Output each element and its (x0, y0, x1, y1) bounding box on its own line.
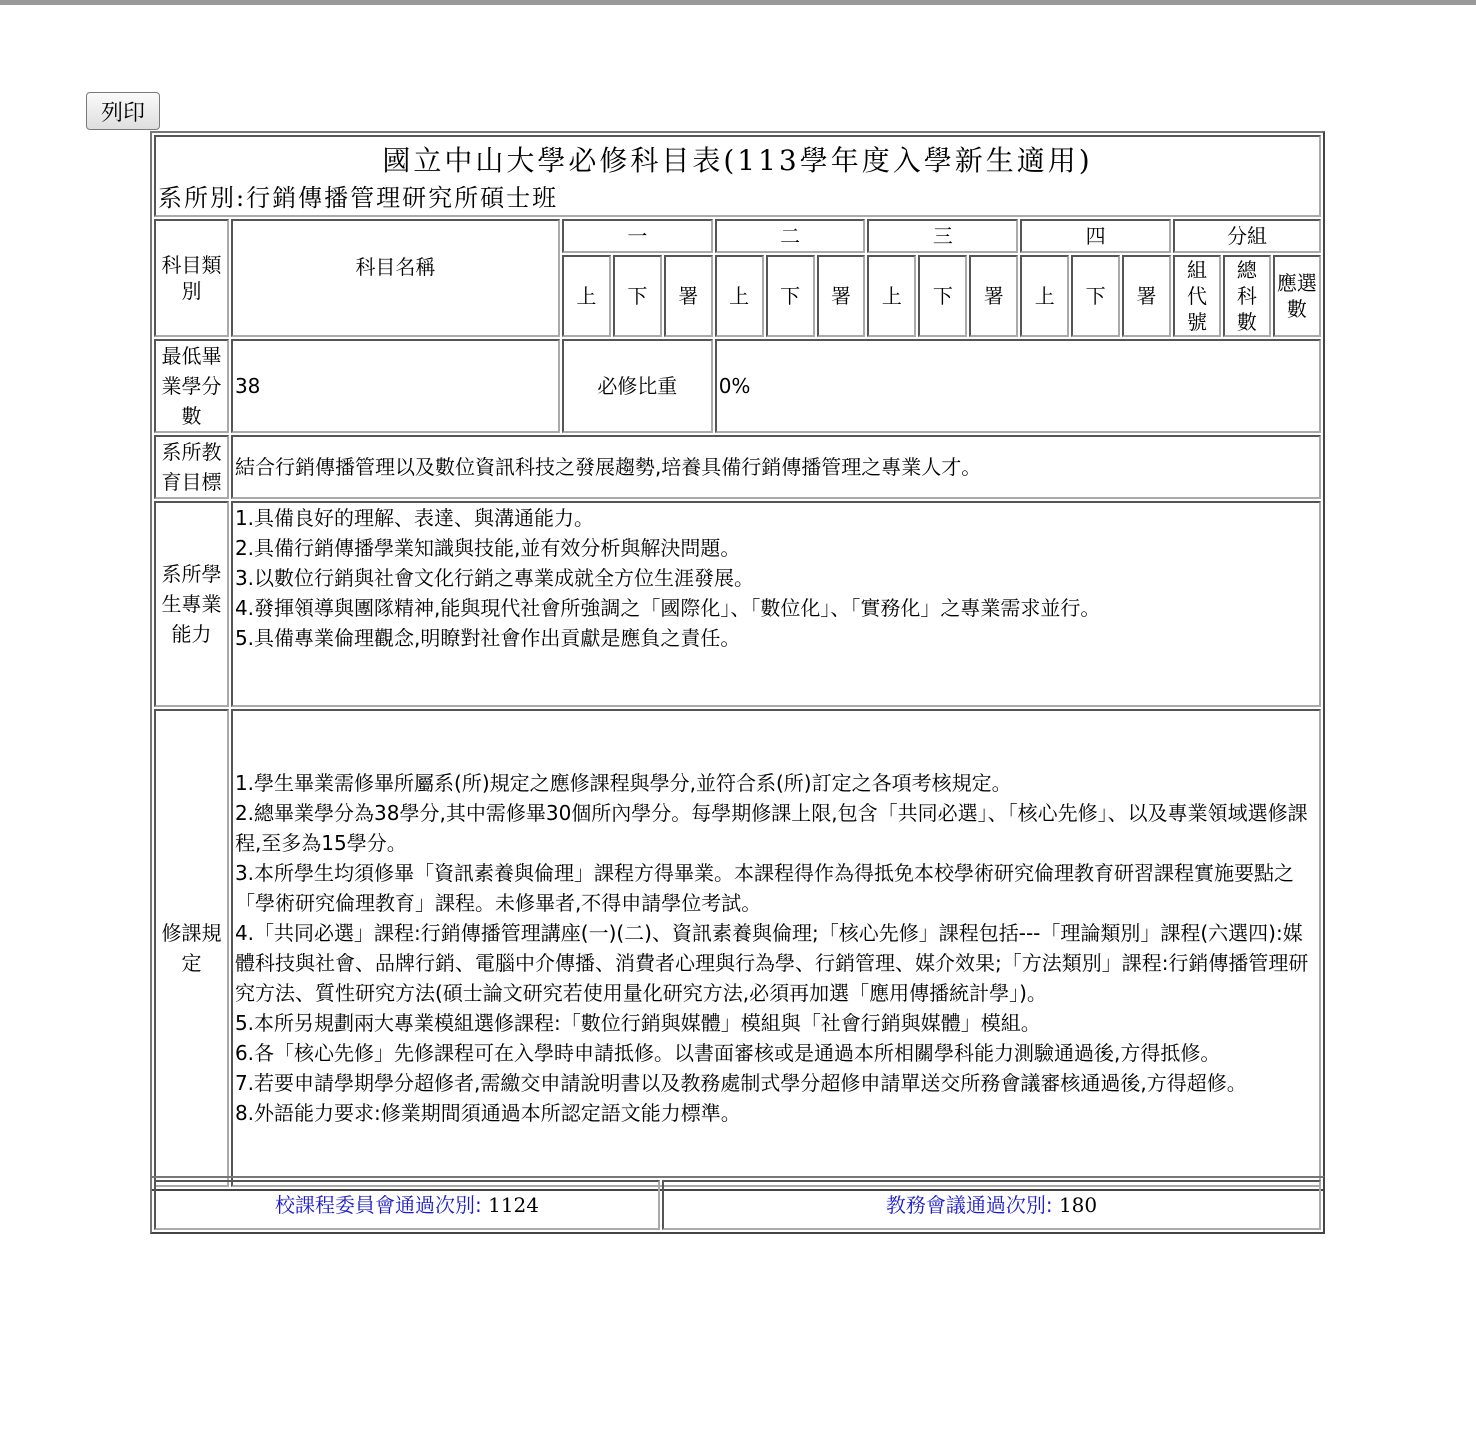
committee-approval-value: 1124 (488, 1193, 539, 1217)
required-ratio-value: 0% (715, 339, 1321, 433)
rule-item: 6.各「核心先修」先修課程可在入學時申請抵修。以書面審核或是通過本所相關學科能力測驗通過後,方得抵修。 (234, 1041, 1221, 1065)
competency-item: 2.具備行銷傳播學業知識與技能,並有效分析與解決問題。 (234, 536, 741, 560)
committee-approval-label: 校課程委員會通過次別: (274, 1193, 482, 1217)
page-title: 國立中山大學必修科目表(113學年度入學新生適用) (382, 144, 1093, 177)
committee-approval (154, 1180, 660, 1230)
year-2-header: 二 (715, 219, 866, 253)
competency-item: 5.具備專業倫理觀念,明瞭對社會作出貢獻是應負之責任。 (234, 626, 741, 650)
curriculum-table (150, 131, 1325, 1191)
course-name-header: 科目名稱 (231, 219, 560, 337)
competency-item: 4.發揮領導與團隊精神,能與現代社會所強調之「國際化」、「數位化」、「實務化」之專業需求並行。 (234, 596, 1101, 620)
term-header: 署 (817, 255, 866, 337)
category-header: 科目類別 (154, 219, 229, 337)
group-code-header: 組代號 (1173, 255, 1221, 337)
education-goal-label: 系所教育目標 (154, 435, 229, 499)
year-4-header: 四 (1020, 219, 1171, 253)
rule-item: 1.學生畢業需修畢所屬系(所)規定之應修課程與學分,並符合系(所)訂定之各項考核規定。 (234, 771, 1012, 795)
term-header: 署 (1122, 255, 1171, 337)
academic-approval-label: 教務會議通過次別: (885, 1193, 1053, 1217)
term-header: 署 (664, 255, 713, 337)
academic-approval-value: 180 (1058, 1193, 1098, 1217)
rule-item: 5.本所另規劃兩大專業模組選修課程:「數位行銷與媒體」模組與「社會行銷與媒體」模組。 (234, 1011, 1041, 1035)
term-header: 下 (613, 255, 662, 337)
table-header (154, 135, 1321, 217)
rule-item: 2.總畢業學分為38學分,其中需修畢30個所內學分。每學期修課上限,包含「共同必選」、「核心先修」、以及專業領域選修課程,至多為15學分。 (234, 801, 1308, 855)
min-credits-value: 38 (231, 339, 560, 433)
education-goal-text: 結合行銷傳播管理以及數位資訊科技之發展趨勢,培養具備行銷傳播管理之專業人才。 (231, 435, 1321, 499)
competency-item: 1.具備良好的理解、表達、與溝通能力。 (234, 506, 595, 530)
term-header: 下 (918, 255, 967, 337)
window-top-border (0, 0, 1476, 5)
rule-item: 7.若要申請學期學分超修者,需繳交申請說明書以及教務處制式學分超修申請單送交所務會議審核通過後,方得超修。 (234, 1071, 1247, 1095)
rule-item: 3.本所學生均須修畢「資訊素養與倫理」課程方得畢業。本課程得作為得抵免本校學術研究倫理教育研習課程實施要點之「學術研究倫理教育」課程。未修畢者,不得申請學位考試。 (234, 861, 1295, 915)
required-ratio-label: 必修比重 (562, 339, 713, 433)
term-header: 上 (715, 255, 764, 337)
total-courses-header: 總科數 (1223, 255, 1271, 337)
term-header: 上 (562, 255, 611, 337)
rule-item: 4.「共同必選」課程:行銷傳播管理講座(一)(二)、資訊素養與倫理;「核心先修」課程包括---「理論類別」課程(六選四):媒體科技與社會、品牌行銷、電腦中介傳播、消費者心理與行為學、行銷管理、媒介效果;「方法類別」課程:行銷傳播管理研究方法、質性研究方法(碩士論文研究若使用量化研究方法,必須再加選「應用傳播統計學」)。 (234, 921, 1309, 1005)
approval-footer (150, 1176, 1325, 1234)
term-header: 上 (1020, 255, 1069, 337)
group-header: 分組 (1173, 219, 1321, 253)
term-header: 上 (867, 255, 916, 337)
term-header: 署 (969, 255, 1018, 337)
term-header: 下 (766, 255, 815, 337)
min-credits-label: 最低畢業學分數 (154, 339, 229, 433)
rules-label: 修課規定 (154, 709, 229, 1187)
required-choices-header: 應選數 (1273, 255, 1321, 337)
year-1-header: 一 (562, 219, 713, 253)
term-header: 下 (1071, 255, 1120, 337)
rule-item: 8.外語能力要求:修業期間須通過本所認定語文能力標準。 (234, 1101, 741, 1125)
print-button[interactable]: 列印 (86, 92, 160, 130)
competencies-list (231, 501, 1321, 707)
competency-item: 3.以數位行銷與社會文化行銷之專業成就全方位生涯發展。 (234, 566, 755, 590)
competencies-label: 系所學生專業能力 (154, 501, 229, 707)
department-name: 系所別:行銷傳播管理研究所碩士班 (158, 184, 559, 212)
rules-list (231, 709, 1321, 1187)
academic-approval (662, 1180, 1321, 1230)
year-3-header: 三 (867, 219, 1018, 253)
